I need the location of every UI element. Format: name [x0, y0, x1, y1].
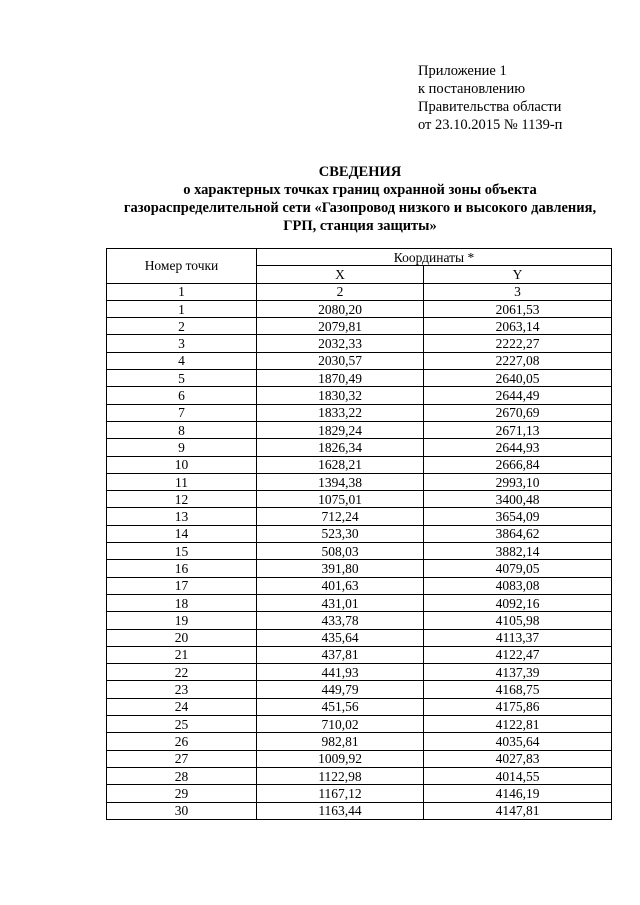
point-number-cell: 29 — [107, 785, 257, 802]
x-coordinate-cell: 391,80 — [257, 560, 424, 577]
y-coordinate-cell: 4137,39 — [424, 664, 612, 681]
point-number-cell: 3 — [107, 335, 257, 352]
point-number-cell: 10 — [107, 456, 257, 473]
y-coordinate-cell: 4146,19 — [424, 785, 612, 802]
y-coordinate-cell: 4168,75 — [424, 681, 612, 698]
index-cell: 1 — [107, 283, 257, 300]
x-coordinate-cell: 451,56 — [257, 698, 424, 715]
table-row — [107, 577, 612, 594]
appendix-line-1: Приложение 1 — [418, 63, 507, 79]
table-row — [107, 664, 612, 681]
table-row — [107, 733, 612, 750]
point-number-cell: 22 — [107, 664, 257, 681]
x-coordinate-cell: 1826,34 — [257, 439, 424, 456]
point-number-cell: 4 — [107, 352, 257, 369]
point-number-cell: 28 — [107, 767, 257, 784]
heading-line-3: газораспределительной сети «Газопровод низкого и высокого давления, — [123, 200, 597, 216]
table-row — [107, 491, 612, 508]
point-number-cell: 11 — [107, 473, 257, 490]
table-row — [107, 300, 612, 317]
index-cell: 2 — [257, 283, 424, 300]
point-number-cell: 20 — [107, 629, 257, 646]
x-coordinate-cell: 1628,21 — [257, 456, 424, 473]
point-number-cell: 1 — [107, 300, 257, 317]
y-coordinate-cell: 3400,48 — [424, 491, 612, 508]
table-row — [107, 543, 612, 560]
y-coordinate-cell: 4122,81 — [424, 716, 612, 733]
x-coordinate-cell: 1167,12 — [257, 785, 424, 802]
table-row — [107, 612, 612, 629]
table-row — [107, 352, 612, 369]
x-coordinate-cell: 2030,57 — [257, 352, 424, 369]
point-number-cell: 5 — [107, 370, 257, 387]
y-coordinate-cell: 2671,13 — [424, 421, 612, 438]
point-number-cell: 21 — [107, 646, 257, 663]
y-coordinate-cell: 4147,81 — [424, 802, 612, 819]
table-row — [107, 646, 612, 663]
header-y: Y — [424, 266, 612, 283]
table-row — [107, 335, 612, 352]
y-coordinate-cell: 4122,47 — [424, 646, 612, 663]
y-coordinate-cell: 2644,49 — [424, 387, 612, 404]
x-coordinate-cell: 1829,24 — [257, 421, 424, 438]
appendix-line-2: к постановлению — [418, 81, 526, 97]
point-number-cell: 19 — [107, 612, 257, 629]
table-row — [107, 318, 612, 335]
y-coordinate-cell: 2061,53 — [424, 300, 612, 317]
y-coordinate-cell: 2670,69 — [424, 404, 612, 421]
y-coordinate-cell: 3864,62 — [424, 525, 612, 542]
table-row — [107, 387, 612, 404]
x-coordinate-cell: 982,81 — [257, 733, 424, 750]
x-coordinate-cell: 1870,49 — [257, 370, 424, 387]
point-number-cell: 13 — [107, 508, 257, 525]
y-coordinate-cell: 2993,10 — [424, 473, 612, 490]
heading-line-4: ГРП, станция защиты» — [283, 218, 437, 234]
y-coordinate-cell: 4014,55 — [424, 767, 612, 784]
table-row — [107, 629, 612, 646]
table-row — [107, 716, 612, 733]
table-row — [107, 508, 612, 525]
point-number-cell: 12 — [107, 491, 257, 508]
x-coordinate-cell: 449,79 — [257, 681, 424, 698]
x-coordinate-cell: 441,93 — [257, 664, 424, 681]
point-number-cell: 30 — [107, 802, 257, 819]
x-coordinate-cell: 435,64 — [257, 629, 424, 646]
x-coordinate-cell: 1830,32 — [257, 387, 424, 404]
point-number-cell: 8 — [107, 421, 257, 438]
x-coordinate-cell: 1833,22 — [257, 404, 424, 421]
table-row — [107, 750, 612, 767]
y-coordinate-cell: 4175,86 — [424, 698, 612, 715]
y-coordinate-cell: 2222,27 — [424, 335, 612, 352]
y-coordinate-cell: 4083,08 — [424, 577, 612, 594]
x-coordinate-cell: 1009,92 — [257, 750, 424, 767]
coordinates-table — [106, 248, 612, 820]
point-number-cell: 14 — [107, 525, 257, 542]
x-coordinate-cell: 523,30 — [257, 525, 424, 542]
y-coordinate-cell: 2640,05 — [424, 370, 612, 387]
table-row — [107, 370, 612, 387]
table-row — [107, 560, 612, 577]
index-cell: 3 — [424, 283, 612, 300]
appendix-line-3: Правительства области — [418, 99, 562, 115]
y-coordinate-cell: 4035,64 — [424, 733, 612, 750]
point-number-cell: 17 — [107, 577, 257, 594]
point-number-cell: 26 — [107, 733, 257, 750]
appendix-line-4: от 23.10.2015 № 1139-п — [418, 117, 563, 133]
table-row — [107, 767, 612, 784]
header-point-number: Номер точки — [107, 249, 257, 284]
point-number-cell: 24 — [107, 698, 257, 715]
y-coordinate-cell: 4092,16 — [424, 594, 612, 611]
x-coordinate-cell: 710,02 — [257, 716, 424, 733]
appendix-note — [418, 62, 562, 134]
table-row — [107, 439, 612, 456]
heading-title: СВЕДЕНИЯ — [318, 164, 402, 180]
y-coordinate-cell: 4027,83 — [424, 750, 612, 767]
point-number-cell: 18 — [107, 594, 257, 611]
y-coordinate-cell: 3654,09 — [424, 508, 612, 525]
x-coordinate-cell: 401,63 — [257, 577, 424, 594]
table-row — [107, 802, 612, 819]
point-number-cell: 16 — [107, 560, 257, 577]
table-row — [107, 698, 612, 715]
table-row — [107, 473, 612, 490]
table-row — [107, 681, 612, 698]
table-row — [107, 456, 612, 473]
point-number-cell: 6 — [107, 387, 257, 404]
y-coordinate-cell: 2227,08 — [424, 352, 612, 369]
point-number-cell: 15 — [107, 543, 257, 560]
table-row — [107, 594, 612, 611]
x-coordinate-cell: 2080,20 — [257, 300, 424, 317]
x-coordinate-cell: 1075,01 — [257, 491, 424, 508]
point-number-cell: 23 — [107, 681, 257, 698]
x-coordinate-cell: 431,01 — [257, 594, 424, 611]
x-coordinate-cell: 2079,81 — [257, 318, 424, 335]
y-coordinate-cell: 4079,05 — [424, 560, 612, 577]
document-heading — [100, 163, 620, 235]
y-coordinate-cell: 4105,98 — [424, 612, 612, 629]
point-number-cell: 7 — [107, 404, 257, 421]
point-number-cell: 9 — [107, 439, 257, 456]
header-coordinates: Координаты * — [257, 249, 612, 266]
x-coordinate-cell: 1163,44 — [257, 802, 424, 819]
y-coordinate-cell: 2644,93 — [424, 439, 612, 456]
header-x: X — [257, 266, 424, 283]
x-coordinate-cell: 2032,33 — [257, 335, 424, 352]
table-row — [107, 785, 612, 802]
x-coordinate-cell: 433,78 — [257, 612, 424, 629]
table-row — [107, 421, 612, 438]
point-number-cell: 25 — [107, 716, 257, 733]
table-row — [107, 525, 612, 542]
table-row — [107, 404, 612, 421]
heading-line-2: о характерных точках границ охранной зоны объекта — [183, 182, 537, 198]
x-coordinate-cell: 508,03 — [257, 543, 424, 560]
x-coordinate-cell: 1122,98 — [257, 767, 424, 784]
point-number-cell: 2 — [107, 318, 257, 335]
x-coordinate-cell: 712,24 — [257, 508, 424, 525]
y-coordinate-cell: 3882,14 — [424, 543, 612, 560]
y-coordinate-cell: 2666,84 — [424, 456, 612, 473]
y-coordinate-cell: 4113,37 — [424, 629, 612, 646]
x-coordinate-cell: 437,81 — [257, 646, 424, 663]
point-number-cell: 27 — [107, 750, 257, 767]
table-header-row — [107, 249, 612, 266]
table-index-row — [107, 283, 612, 300]
y-coordinate-cell: 2063,14 — [424, 318, 612, 335]
x-coordinate-cell: 1394,38 — [257, 473, 424, 490]
